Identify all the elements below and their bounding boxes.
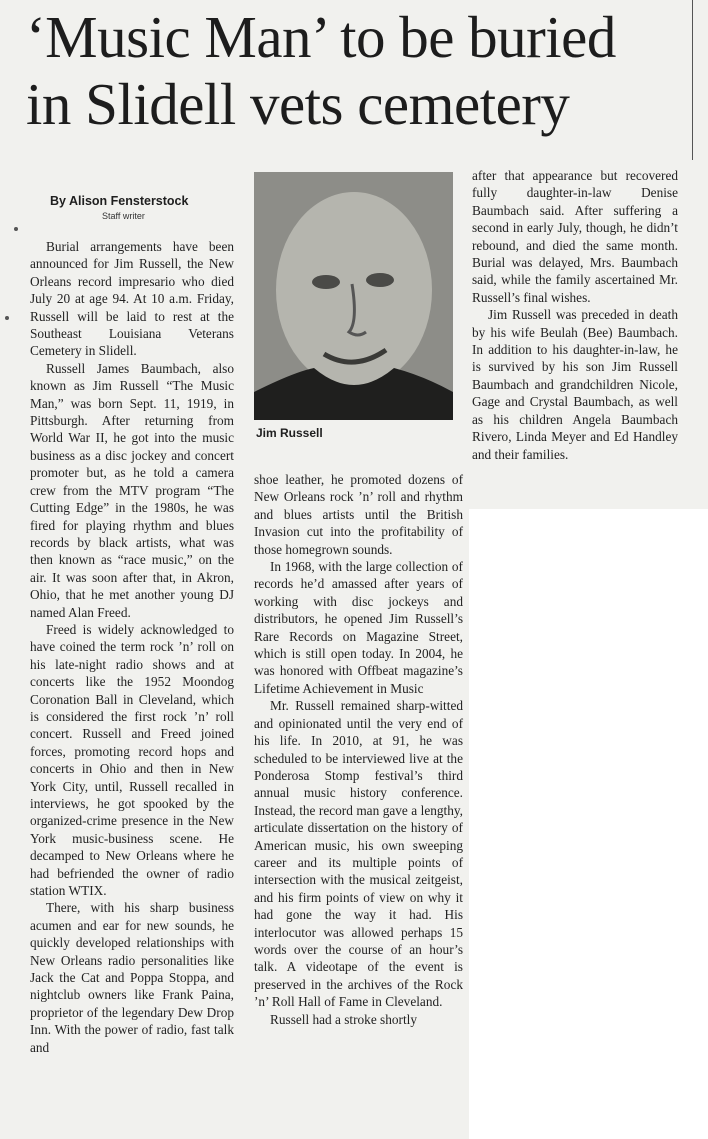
- paragraph: Russell James Baumbach, also known as Jim Russell “The Music Man,” was born Sept. 11, 1919, in Pittsburgh. After returning from World War II, he got into the music business as a disc jockey and concert promoter but, as he told a camera crew from the MTV program “The Cutting Edge” in the 1980s, he was fired for playing rhythm and blues records by black artists, what was then known as “race music,” on the air. It was soon after that, in Akron, Ohio, that he met another young DJ named Alan Freed.: [30, 360, 234, 620]
- paragraph: There, with his sharp business acumen and ear for new sounds, he quickly developed relationships with New Orleans radio personalities like Jack the Cat and Poppa Stoppa, and nightclub owners like Frank Paina, proprietor of the legendary Dew Drop Inn. With the power of radio, fast talk and: [30, 900, 234, 1055]
- portrait-photo: [254, 172, 453, 420]
- byline: By Alison Fensterstock: [50, 194, 189, 208]
- paragraph: In 1968, with the large collection of records he’d amassed after years of working with disc jockeys and distributors, he opened Jim Russell’s Rare Records on Magazine Street, which is still open today. In 2004, he was honored with Offbeat magazine’s Lifetime Achievement in Music: [254, 559, 463, 696]
- paragraph: Russell had a stroke shortly: [270, 1011, 417, 1027]
- paragraph: Freed is widely acknowledged to have coined the term rock ’n’ roll on his late-night radio shows and at concerts like the 1952 Moondog Coronation Ball in Cleveland, which is considered the first rock ’n’ roll concert. Russell and Freed joined forces, promoting record hops and concerts in Ohio and then in New York City, until, Russell recalled in interviews, he got spooked by the organized-crime presence in the New York music-business scene. He decamped to New Orleans where he had befriended the owner of radio station WTIX.: [30, 621, 234, 899]
- paragraph: shoe leather, he promoted dozens of New Orleans rock ’n’ roll and rhythm and blues artists until the British Invasion cut into the profitability of those homegrown sounds.: [254, 472, 463, 557]
- paragraph: after that appearance but recovered fully daughter-in-law Denise Baumbach said. After suffering a second in early July, though, he didn’t rebound, and died the same month. Burial was delayed, Mrs. Baumbach said, while the family ascertained Mr. Russell’s final wishes.: [472, 168, 678, 305]
- margin-mark: [14, 227, 18, 231]
- photo-caption: Jim Russell: [256, 426, 323, 440]
- margin-mark: [5, 316, 9, 320]
- headline-line-1: ‘Music Man’ to be buried: [26, 4, 616, 70]
- article-headline: [26, 4, 696, 138]
- paragraph: Jim Russell was preceded in death by his wife Beulah (Bee) Baumbach. In addition to his daughter-in-law, he is survived by his son Jim Russell Baumbach and grandchildren Nicole, Gage and Crystal Baumbach, as well as his children Angela Baumbach Rivero, Linda Meyer and Ed Handley and their families.: [472, 307, 678, 462]
- byline-role: Staff writer: [102, 211, 145, 221]
- paragraph: Mr. Russell remained sharp-witted and opinionated until the very end of his life. In 2010, at 91, he was scheduled to be interviewed live at the Ponderosa Stomp festival’s third annual music history conference. Instead, the record man gave a lengthy, articulate dissertation on the history of American music, his own sweeping career and its multiple points of intersection with the musical zeitgeist, and his firm points of view on why it had gone the way it had. His interlocutor was allowed perhaps 15 words over the course of an hour’s talk. A videotape of the event is preserved in the archives of the Rock ’n’ Roll Hall of Fame in Cleveland.: [254, 698, 463, 1010]
- paragraph: Burial arrangements have been announced for Jim Russell, the New Orleans record impresario who died July 20 at age 94. At 10 a.m. Friday, Russell will be laid to rest at the Southeast Louisiana Veterans Cemetery in Slidell.: [30, 239, 234, 359]
- article-column-3: [472, 167, 678, 463]
- headline-line-2: in Slidell vets cemetery: [26, 71, 570, 137]
- article-column-1: [30, 238, 234, 1056]
- article-column-2: [254, 471, 463, 1028]
- portrait-illustration: [254, 172, 453, 420]
